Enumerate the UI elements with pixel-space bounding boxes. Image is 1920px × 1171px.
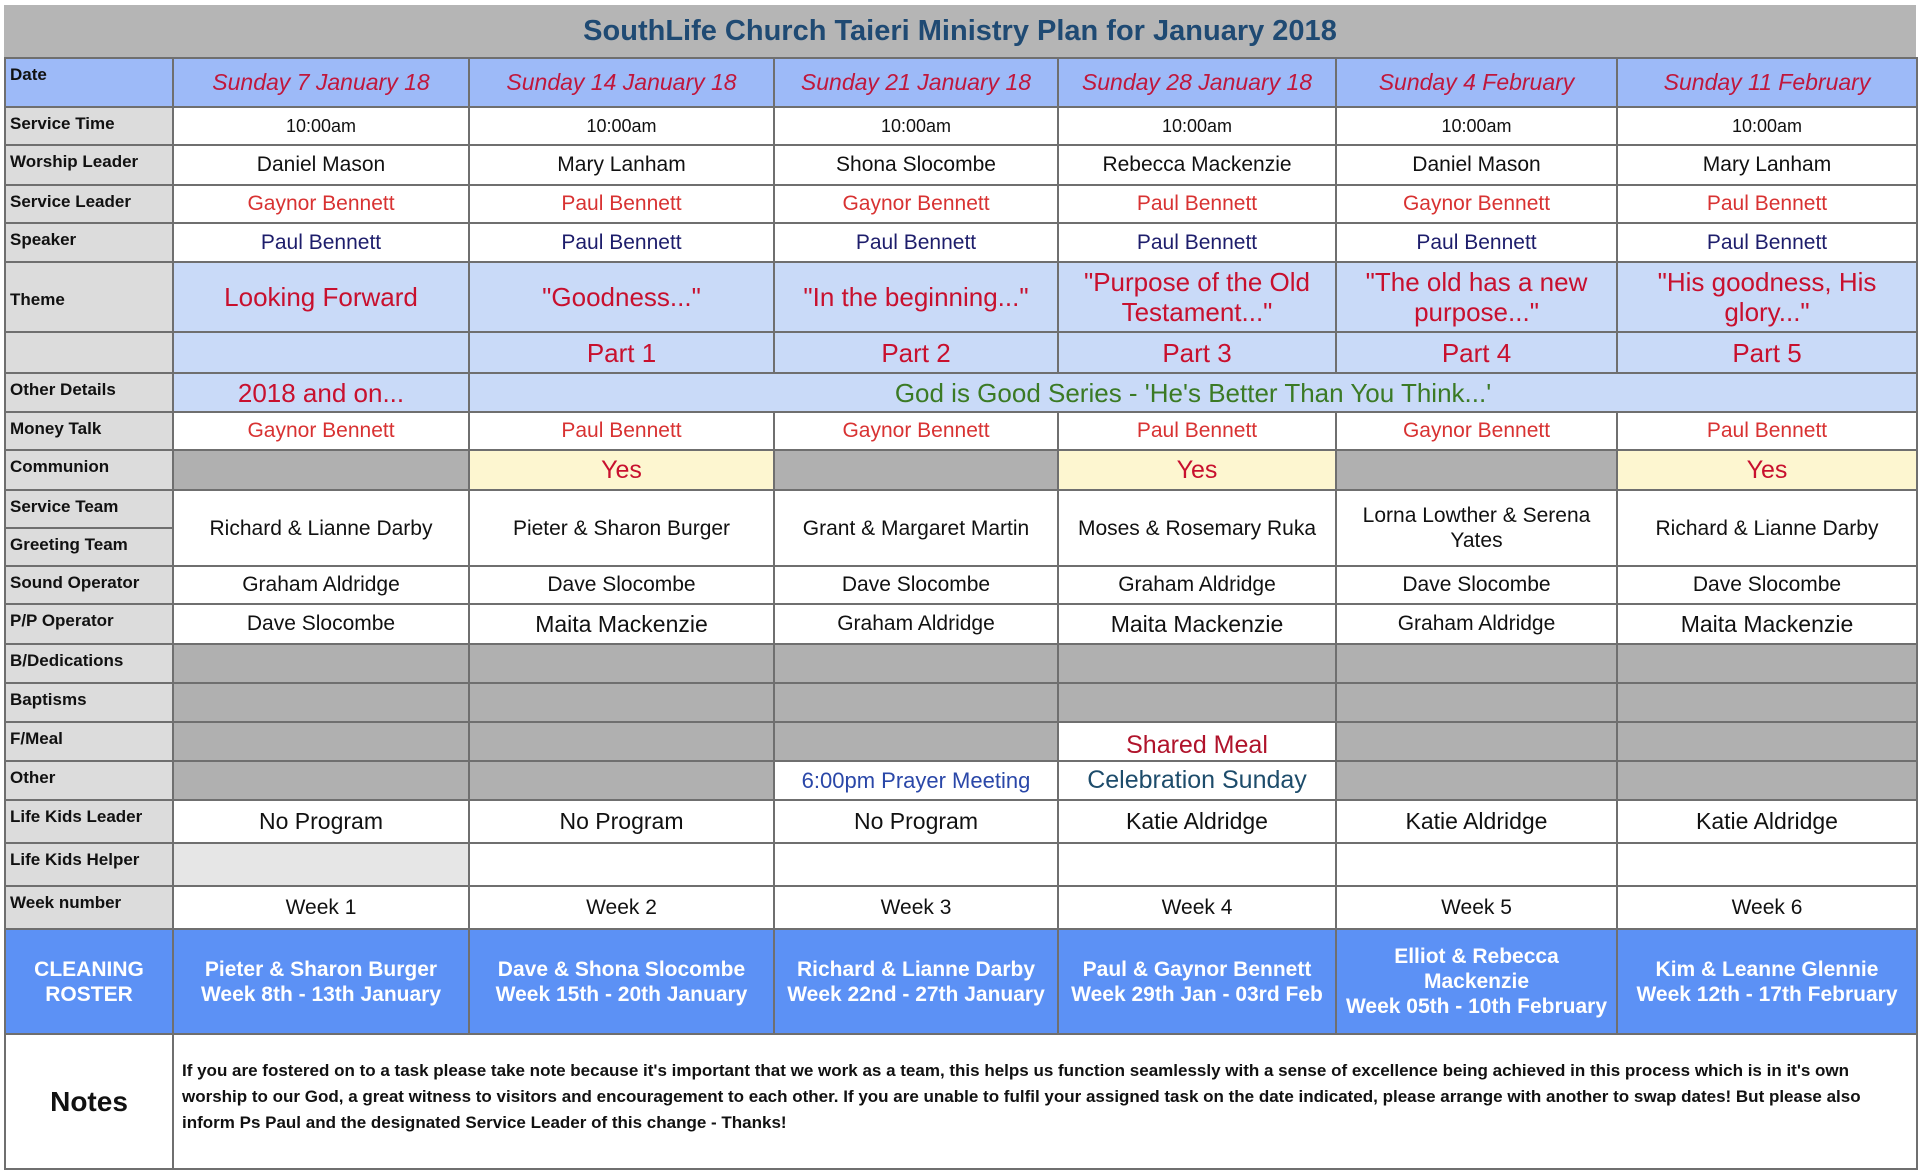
cleaning-week: Week 8th - 13th January <box>200 982 442 1006</box>
sound-operator-cell: Dave Slocombe <box>469 566 774 604</box>
theme-cell: "Goodness..." <box>469 262 774 332</box>
series-part-cell: Part 4 <box>1336 332 1617 373</box>
service-team-cell: Moses & Rosemary Ruka <box>1058 490 1336 566</box>
communion-cell <box>173 450 469 490</box>
sound-operator-cell: Dave Slocombe <box>1617 566 1917 604</box>
celebration-sunday-cell: Celebration Sunday <box>1058 761 1336 800</box>
service-team-cell: Lorna Lowther & Serena Yates <box>1336 490 1617 566</box>
theme-cell: Looking Forward <box>173 262 469 332</box>
theme-cell: "In the beginning..." <box>774 262 1058 332</box>
speaker-cell: Paul Bennett <box>1617 223 1917 262</box>
pp-operator-cell: Dave Slocombe <box>173 604 469 644</box>
empty-cell <box>1617 683 1917 722</box>
cleaning-roster-cell <box>173 929 469 1034</box>
theme-cell: "The old has a new purpose..." <box>1336 262 1617 332</box>
worship-leader-cell: Mary Lanham <box>1617 145 1917 185</box>
money-talk-cell: Paul Bennett <box>469 412 774 450</box>
money-talk-cell: Paul Bennett <box>1617 412 1917 450</box>
service-time-cell: 10:00am <box>469 107 774 145</box>
service-leader-cell: Paul Bennett <box>1058 185 1336 223</box>
theme-cell: "His goodness, His glory..." <box>1617 262 1917 332</box>
service-leader-cell: Gaynor Bennett <box>173 185 469 223</box>
row-label-worship_leader: Worship Leader <box>5 145 173 185</box>
service-team-cell: Richard & Lianne Darby <box>173 490 469 566</box>
empty-cell <box>1058 843 1336 886</box>
series-part-cell: Part 3 <box>1058 332 1336 373</box>
row-label-service_team: Service Team <box>5 490 173 528</box>
empty-cell <box>1058 683 1336 722</box>
other-details-cell: 2018 and on... <box>173 373 469 412</box>
notes-label: Notes <box>5 1034 173 1169</box>
cleaning-roster-label: CLEANING ROSTER <box>5 929 173 1034</box>
service-leader-cell: Paul Bennett <box>469 185 774 223</box>
service-team-cell: Grant & Margaret Martin <box>774 490 1058 566</box>
cleaning-week: Week 29th Jan - 03rd Feb <box>1071 982 1323 1006</box>
service-time-cell: 10:00am <box>1336 107 1617 145</box>
money-talk-cell: Paul Bennett <box>1058 412 1336 450</box>
date-header: Sunday 21 January 18 <box>774 58 1058 107</box>
empty-cell <box>469 761 774 800</box>
cleaning-roster-cell <box>1336 929 1617 1034</box>
week-number-cell: Week 6 <box>1617 886 1917 929</box>
life-kids-leader-cell: No Program <box>774 800 1058 843</box>
empty-cell <box>1617 761 1917 800</box>
speaker-cell: Paul Bennett <box>774 223 1058 262</box>
cleaning-names: Elliot & Rebecca Mackenzie <box>1394 945 1559 993</box>
pp-operator-cell: Graham Aldridge <box>1336 604 1617 644</box>
worship-leader-cell: Daniel Mason <box>173 145 469 185</box>
service-time-cell: 10:00am <box>1617 107 1917 145</box>
date-header: Sunday 4 February <box>1336 58 1617 107</box>
cleaning-week: Week 05th - 10th February <box>1345 995 1608 1018</box>
row-label-baptisms: Baptisms <box>5 683 173 722</box>
communion-cell: Yes <box>1058 450 1336 490</box>
empty-cell <box>1058 644 1336 683</box>
service-time-cell: 10:00am <box>173 107 469 145</box>
date-header: Sunday 14 January 18 <box>469 58 774 107</box>
row-label-service_time: Service Time <box>5 107 173 145</box>
week-number-cell: Week 5 <box>1336 886 1617 929</box>
row-label-speaker: Speaker <box>5 223 173 262</box>
cleaning-week: Week 12th - 17th February <box>1636 982 1898 1006</box>
ministry-plan <box>4 5 1916 1170</box>
worship-leader-cell: Rebecca Mackenzie <box>1058 145 1336 185</box>
empty-cell <box>774 722 1058 761</box>
cleaning-names: Pieter & Sharon Burger <box>204 957 438 981</box>
cleaning-roster-cell <box>774 929 1058 1034</box>
money-talk-cell: Gaynor Bennett <box>1336 412 1617 450</box>
row-label-blank <box>5 332 173 373</box>
row-label-dedications: B/Dedications <box>5 644 173 683</box>
empty-cell <box>469 683 774 722</box>
empty-cell <box>469 722 774 761</box>
empty-cell <box>173 761 469 800</box>
speaker-cell: Paul Bennett <box>1058 223 1336 262</box>
row-label-communion: Communion <box>5 450 173 490</box>
speaker-cell: Paul Bennett <box>469 223 774 262</box>
service-leader-cell: Gaynor Bennett <box>774 185 1058 223</box>
empty-cell <box>1617 644 1917 683</box>
cleaning-roster-cell <box>1058 929 1336 1034</box>
row-label-life_kids_leader: Life Kids Leader <box>5 800 173 843</box>
theme-cell: "Purpose of the Old Testament..." <box>1058 262 1336 332</box>
pp-operator-cell: Maita Mackenzie <box>1617 604 1917 644</box>
worship-leader-cell: Shona Slocombe <box>774 145 1058 185</box>
life-kids-leader-cell: Katie Aldridge <box>1336 800 1617 843</box>
life-kids-leader-cell: Katie Aldridge <box>1058 800 1336 843</box>
pp-operator-cell: Maita Mackenzie <box>1058 604 1336 644</box>
empty-cell <box>1336 843 1617 886</box>
service-leader-cell: Paul Bennett <box>1617 185 1917 223</box>
row-label-fmeal: F/Meal <box>5 722 173 761</box>
worship-leader-cell: Mary Lanham <box>469 145 774 185</box>
cleaning-roster-cell <box>469 929 774 1034</box>
series-part-cell: Part 5 <box>1617 332 1917 373</box>
sound-operator-cell: Dave Slocombe <box>1336 566 1617 604</box>
communion-cell <box>774 450 1058 490</box>
week-number-cell: Week 2 <box>469 886 774 929</box>
cleaning-roster-cell <box>1617 929 1917 1034</box>
empty-cell <box>774 683 1058 722</box>
speaker-cell: Paul Bennett <box>173 223 469 262</box>
row-label-date: Date <box>5 58 173 107</box>
page-title: SouthLife Church Taieri Ministry Plan for January 2018 <box>4 5 1916 57</box>
date-header: Sunday 7 January 18 <box>173 58 469 107</box>
row-label-service_leader: Service Leader <box>5 185 173 223</box>
empty-cell <box>173 644 469 683</box>
row-label-pp_operator: P/P Operator <box>5 604 173 644</box>
empty-cell <box>1336 761 1617 800</box>
week-number-cell: Week 4 <box>1058 886 1336 929</box>
week-number-cell: Week 1 <box>173 886 469 929</box>
cleaning-names: Paul & Gaynor Bennett <box>1082 957 1312 981</box>
worship-leader-cell: Daniel Mason <box>1336 145 1617 185</box>
sound-operator-cell: Dave Slocombe <box>774 566 1058 604</box>
service-time-cell: 10:00am <box>1058 107 1336 145</box>
row-label-life_kids_helper: Life Kids Helper <box>5 843 173 886</box>
life-kids-leader-cell: No Program <box>173 800 469 843</box>
empty-cell <box>774 843 1058 886</box>
money-talk-cell: Gaynor Bennett <box>774 412 1058 450</box>
row-label-money_talk: Money Talk <box>5 412 173 450</box>
row-label-other_details: Other Details <box>5 373 173 412</box>
series-part-cell <box>173 332 469 373</box>
row-label-theme: Theme <box>5 262 173 332</box>
empty-cell <box>469 644 774 683</box>
cleaning-names: Dave & Shona Slocombe <box>497 957 746 981</box>
cleaning-names: Kim & Leanne Glennie <box>1655 957 1879 981</box>
series-title-cell: God is Good Series - 'He's Better Than You Think...' <box>469 373 1917 412</box>
cleaning-week: Week 22nd - 27th January <box>787 982 1045 1006</box>
cleaning-week: Week 15th - 20th January <box>495 982 748 1006</box>
row-label-greeting_team: Greeting Team <box>5 528 173 566</box>
communion-cell <box>1336 450 1617 490</box>
pp-operator-cell: Graham Aldridge <box>774 604 1058 644</box>
roster-table <box>4 57 1918 1170</box>
empty-cell <box>774 644 1058 683</box>
life-kids-leader-cell: No Program <box>469 800 774 843</box>
empty-cell <box>1617 843 1917 886</box>
sound-operator-cell: Graham Aldridge <box>173 566 469 604</box>
service-team-cell: Richard & Lianne Darby <box>1617 490 1917 566</box>
series-part-cell: Part 1 <box>469 332 774 373</box>
empty-cell <box>469 843 774 886</box>
life-kids-leader-cell: Katie Aldridge <box>1617 800 1917 843</box>
cleaning-names: Richard & Lianne Darby <box>796 957 1036 981</box>
sound-operator-cell: Graham Aldridge <box>1058 566 1336 604</box>
communion-cell: Yes <box>1617 450 1917 490</box>
row-label-other: Other <box>5 761 173 800</box>
notes-text: If you are fostered on to a task please take note because it's important that we work as a team, this helps us function seamlessly with a sense of excellence being achieved in this process which is in it's own worship to our God, a great witness to visitors and encouragement to each other. If you are unable to fulfil your assigned task on the date indicated, please arrange with another to swap dates! But please also inform Ps Paul and the designated Service Leader of this change - Thanks! <box>173 1034 1917 1169</box>
money-talk-cell: Gaynor Bennett <box>173 412 469 450</box>
empty-cell <box>1617 722 1917 761</box>
row-label-week_number: Week number <box>5 886 173 929</box>
date-header: Sunday 11 February <box>1617 58 1917 107</box>
prayer-meeting-cell: 6:00pm Prayer Meeting <box>774 761 1058 800</box>
empty-cell <box>1336 722 1617 761</box>
empty-cell <box>173 843 469 886</box>
empty-cell <box>1336 683 1617 722</box>
series-part-cell: Part 2 <box>774 332 1058 373</box>
communion-cell: Yes <box>469 450 774 490</box>
shared-meal-cell: Shared Meal <box>1058 722 1336 761</box>
service-team-cell: Pieter & Sharon Burger <box>469 490 774 566</box>
row-label-sound_operator: Sound Operator <box>5 566 173 604</box>
pp-operator-cell: Maita Mackenzie <box>469 604 774 644</box>
week-number-cell: Week 3 <box>774 886 1058 929</box>
service-time-cell: 10:00am <box>774 107 1058 145</box>
empty-cell <box>173 722 469 761</box>
empty-cell <box>173 683 469 722</box>
empty-cell <box>1336 644 1617 683</box>
date-header: Sunday 28 January 18 <box>1058 58 1336 107</box>
speaker-cell: Paul Bennett <box>1336 223 1617 262</box>
service-leader-cell: Gaynor Bennett <box>1336 185 1617 223</box>
